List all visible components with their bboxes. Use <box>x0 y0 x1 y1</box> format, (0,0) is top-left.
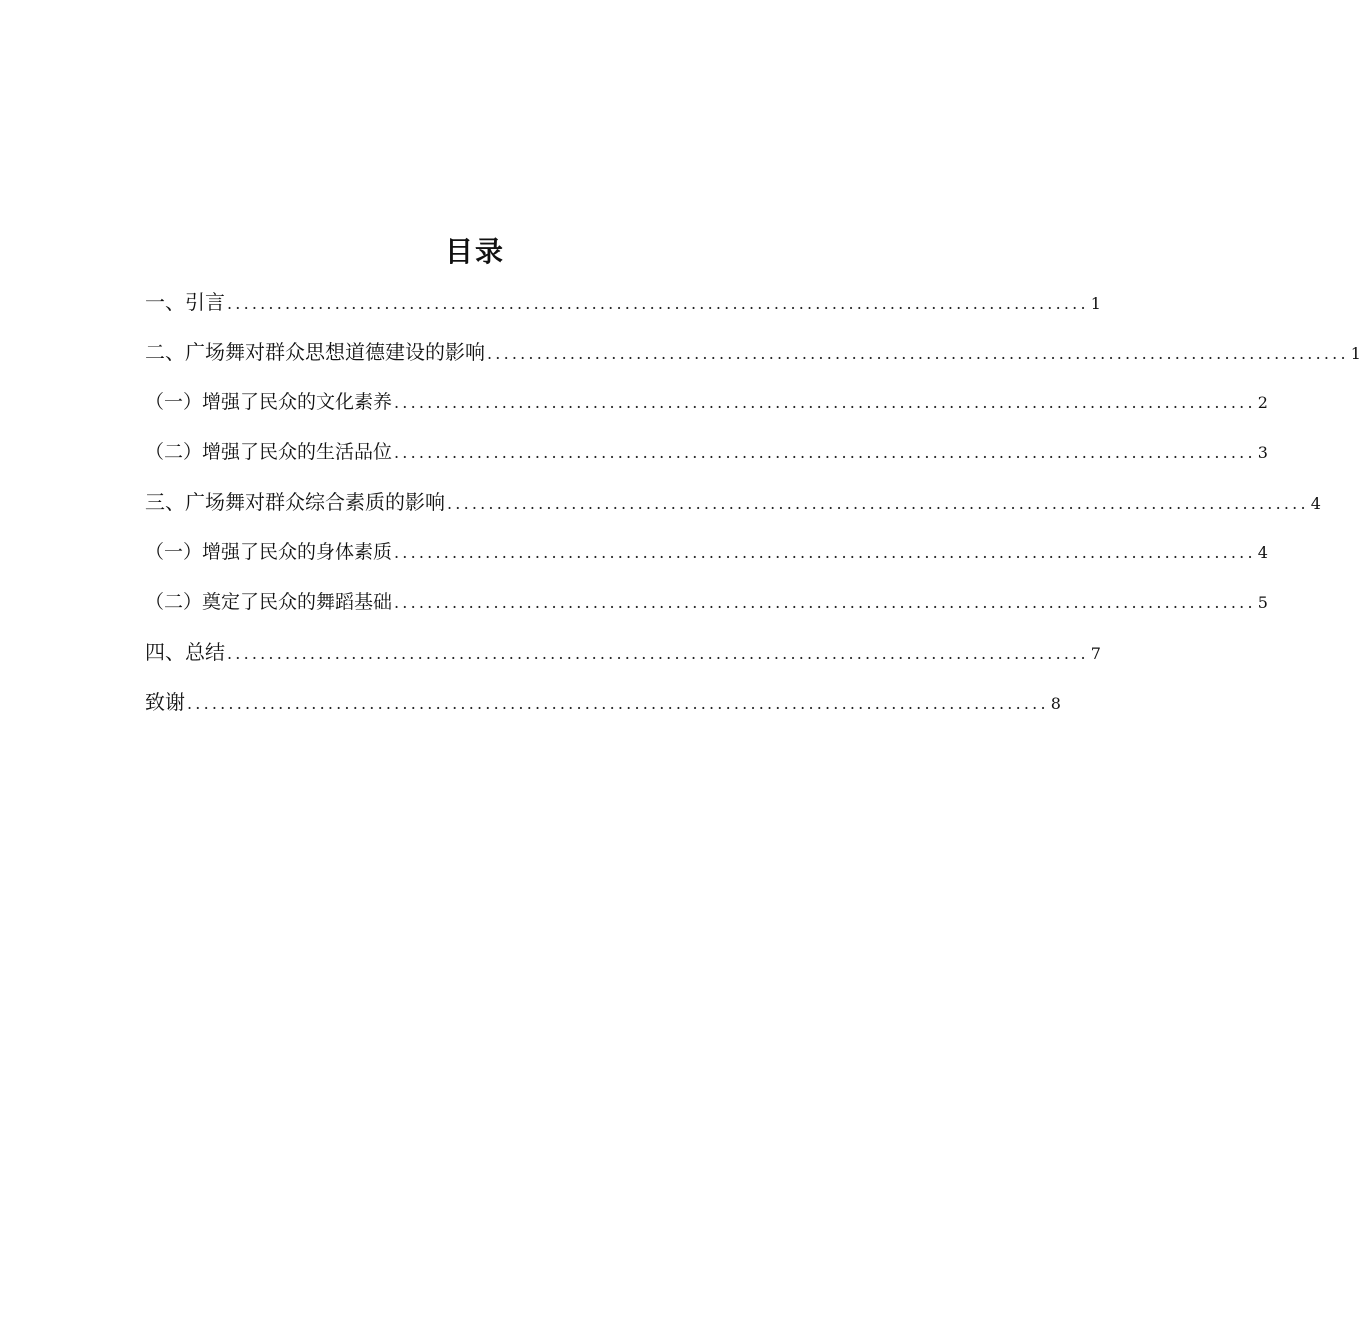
toc-entry <box>145 432 1268 482</box>
toc-entry-label: 二、广场舞对群众思想道德建设的影响 <box>145 340 485 364</box>
toc-leader-dots: ........................................................................................................ <box>227 294 1089 313</box>
toc-leader-dots: ........................................................................................................ <box>447 494 1309 513</box>
toc-entry <box>145 682 1061 732</box>
toc-entry-page: 3 <box>1257 443 1268 462</box>
toc-title: 目录 <box>444 235 505 268</box>
toc-entry-label: （一）增强了民众的文化素养 <box>145 391 393 413</box>
toc-entry-label: 三、广场舞对群众综合素质的影响 <box>145 490 445 514</box>
toc-entry <box>145 632 1101 682</box>
toc-entry <box>145 582 1268 632</box>
table-of-contents <box>145 282 1361 732</box>
toc-entry <box>145 332 1361 382</box>
toc-entry-label: 四、总结 <box>145 640 225 664</box>
toc-entry-label: （二）奠定了民众的舞蹈基础 <box>145 591 393 613</box>
toc-entry-page: 4 <box>1257 543 1268 562</box>
toc-entry-page: 2 <box>1257 393 1268 412</box>
toc-entry <box>145 532 1268 582</box>
toc-entry-label: 致谢 <box>145 690 185 714</box>
toc-entry-page: 4 <box>1310 494 1321 513</box>
toc-entry <box>145 482 1321 532</box>
toc-leader-dots: ........................................................................................................ <box>394 443 1256 462</box>
toc-entry-page: 5 <box>1257 593 1268 612</box>
toc-leader-dots: ........................................................................................................ <box>394 593 1256 612</box>
toc-entry-label: （一）增强了民众的身体素质 <box>145 541 393 563</box>
toc-leader-dots: ........................................................................................................ <box>487 344 1349 363</box>
toc-entry-label: 一、引言 <box>145 290 225 314</box>
toc-entry-page: 7 <box>1090 644 1101 663</box>
toc-entry <box>145 282 1101 332</box>
toc-leader-dots: ........................................................................................................ <box>227 644 1089 663</box>
toc-leader-dots: ........................................................................................................ <box>187 694 1049 713</box>
toc-leader-dots: ........................................................................................................ <box>394 543 1256 562</box>
toc-entry-page: 1 <box>1350 344 1361 363</box>
toc-entry-page: 1 <box>1090 294 1101 313</box>
toc-leader-dots: ........................................................................................................ <box>394 393 1256 412</box>
toc-entry <box>145 382 1268 432</box>
toc-entry-label: （二）增强了民众的生活品位 <box>145 441 393 463</box>
toc-entry-page: 8 <box>1050 694 1061 713</box>
